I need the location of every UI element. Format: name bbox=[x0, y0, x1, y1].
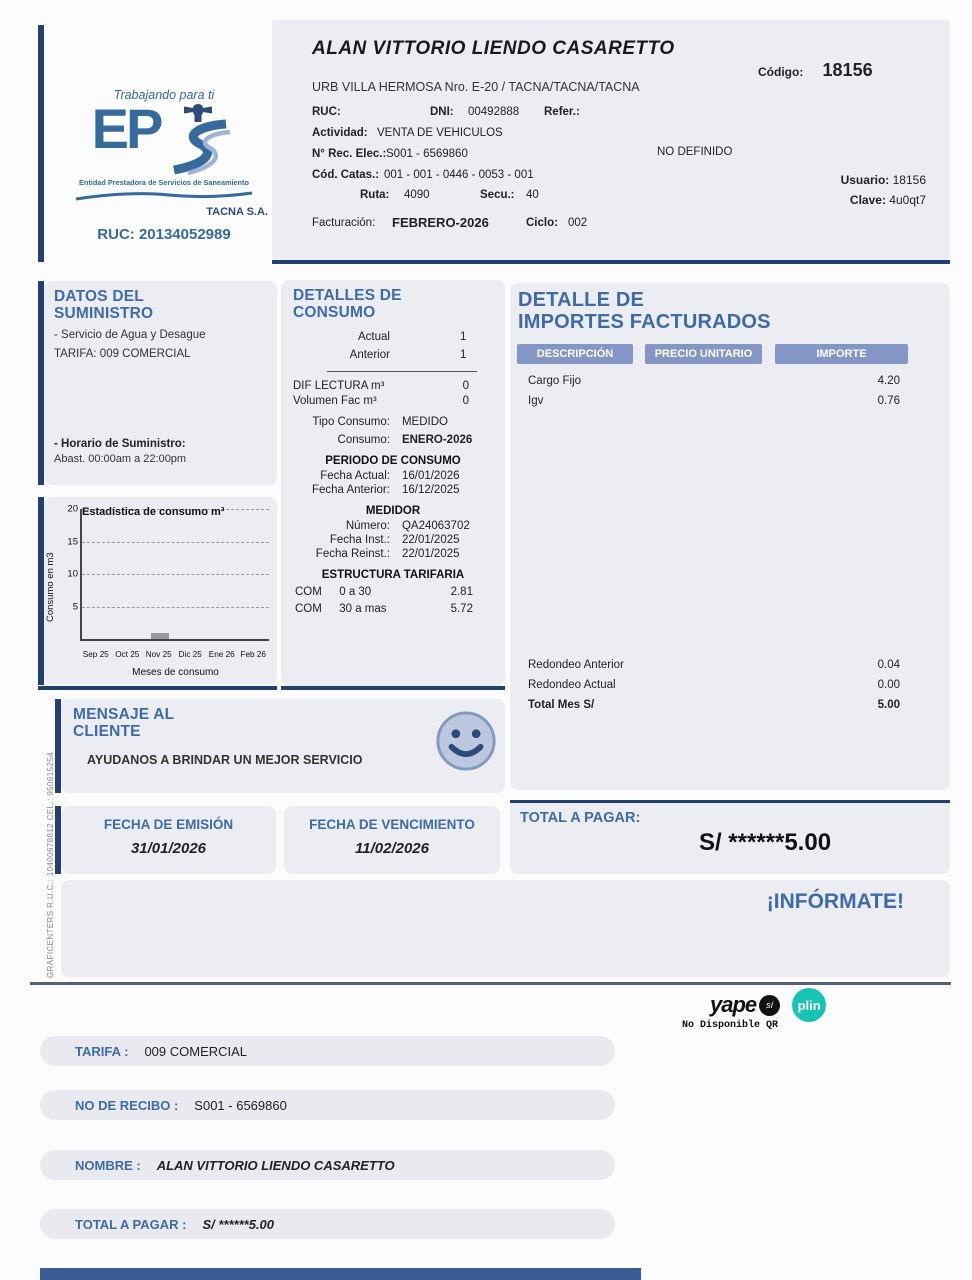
usuario-value: 18156 bbox=[892, 173, 926, 187]
logo-ruc: RUC: 20134052989 bbox=[97, 226, 231, 243]
volumen-value: 0 bbox=[462, 395, 469, 408]
footer-total-row bbox=[40, 1209, 615, 1239]
customer-address: URB VILLA HERMOSA Nro. E-20 / TACNA/TACNA/TACNA bbox=[312, 80, 640, 94]
consumo-mes-value: ENERO-2026 bbox=[401, 434, 473, 447]
fecha-actual-label: Fecha Actual: bbox=[320, 470, 390, 483]
chart-x-tick-label: Ene 26 bbox=[208, 650, 235, 659]
codigo-label: Código: bbox=[758, 65, 804, 79]
importes-title-line2: IMPORTES FACTURADOS bbox=[518, 311, 771, 333]
yape-badge-icon: sí bbox=[759, 995, 780, 1016]
estructura-header: ESTRUCTURA TARIFARIA bbox=[321, 569, 465, 582]
redondeo-actual-label: Redondeo Actual bbox=[528, 679, 616, 691]
consumo-mes-row bbox=[281, 434, 505, 446]
importes-facturados-panel bbox=[510, 283, 950, 790]
consumption-chart bbox=[44, 497, 277, 685]
footer-recibo-row bbox=[40, 1090, 615, 1120]
dni-value: 00492888 bbox=[468, 106, 520, 118]
total-pagar-panel bbox=[510, 800, 950, 874]
consumo-mes-label: Consumo: bbox=[337, 434, 390, 447]
fecha-reinst-row bbox=[281, 548, 505, 560]
chart-gridline bbox=[82, 574, 269, 575]
rec-elec-value: S001 - 6569860 bbox=[386, 148, 468, 160]
ruta-value: 4090 bbox=[404, 189, 430, 201]
section-divider bbox=[30, 982, 951, 985]
actual-row bbox=[281, 331, 505, 343]
fecha-inst-label: Fecha Inst.: bbox=[329, 534, 390, 547]
detalles-consumo-panel bbox=[281, 280, 505, 686]
accent-bar bbox=[38, 25, 44, 262]
clave-field bbox=[850, 193, 926, 207]
tarifa-tipo: COM bbox=[295, 603, 322, 616]
numero-label: Número: bbox=[345, 520, 390, 533]
facturacion-value: FEBRERO-2026 bbox=[392, 215, 489, 230]
ciclo-label: Ciclo: bbox=[526, 217, 558, 229]
column-header-precio-unitario: PRECIO UNITARIO bbox=[645, 344, 762, 364]
bottom-accent-bar bbox=[40, 1268, 641, 1280]
actual-label: Actual bbox=[357, 331, 390, 344]
footer-nombre-row bbox=[40, 1150, 615, 1180]
horario-value: Abast. 00:00am a 22:00pm bbox=[54, 453, 187, 466]
chart-x-labels bbox=[80, 650, 269, 659]
ruta-label: Ruta: bbox=[360, 189, 390, 201]
informate-text: ¡INFÓRMATE! bbox=[766, 890, 904, 913]
tarifa-precio: 2.81 bbox=[450, 586, 473, 599]
importes-title bbox=[518, 289, 771, 333]
row-importe: 4.20 bbox=[877, 375, 900, 387]
consumo-title bbox=[281, 288, 505, 321]
chart-x-tick-label: Feb 26 bbox=[240, 650, 266, 659]
actual-value: 1 bbox=[459, 331, 467, 344]
row-descripcion: Cargo Fijo bbox=[528, 375, 582, 387]
refer-label: Refer.: bbox=[544, 106, 580, 118]
anterior-value: 1 bbox=[459, 349, 467, 362]
dif-label: DIF LECTURA m³ bbox=[293, 380, 385, 393]
footer-tarifa-value: 009 COMERCIAL bbox=[144, 1043, 248, 1059]
tarifa-precio: 5.72 bbox=[450, 603, 473, 616]
chart-y-tick-label: 5 bbox=[72, 601, 78, 612]
mensaje-title bbox=[73, 707, 174, 740]
clave-value: 4u0qt7 bbox=[889, 193, 926, 207]
fecha-anterior-row bbox=[281, 484, 505, 496]
usuario-field bbox=[841, 173, 926, 187]
total-pagar-value: S/ ******5.00 bbox=[698, 829, 832, 856]
codigo-value: 18156 bbox=[822, 60, 873, 80]
numero-row bbox=[281, 520, 505, 532]
fecha-emision-label: FECHA DE EMISIÓN bbox=[103, 817, 234, 832]
fecha-inst-row bbox=[281, 534, 505, 546]
fecha-actual-row bbox=[281, 470, 505, 482]
chart-gridline bbox=[82, 607, 269, 608]
horario-label: - Horario de Suministro: bbox=[54, 438, 186, 451]
tipo-consumo-row bbox=[281, 416, 505, 428]
logo-subtitle: Entidad Prestadora de Servicios de Saneamiento bbox=[79, 178, 249, 187]
chart-bar bbox=[151, 633, 168, 640]
fecha-inst-value: 22/01/2025 bbox=[401, 534, 460, 547]
rule-line bbox=[327, 371, 477, 372]
fecha-reinst-label: Fecha Reinst.: bbox=[315, 548, 390, 561]
tipo-label: Tipo Consumo: bbox=[312, 416, 390, 429]
mensaje-cliente-panel bbox=[61, 699, 505, 793]
facturacion-label: Facturación: bbox=[312, 217, 376, 229]
cod-catas-label: Cód. Catas.: bbox=[312, 169, 380, 181]
secu-label: Secu.: bbox=[480, 189, 515, 201]
total-mes-label: Total Mes S/ bbox=[528, 699, 595, 711]
row-descripcion: Igv bbox=[528, 395, 544, 407]
chart-y-tick-label: 20 bbox=[67, 503, 78, 515]
table-header-row bbox=[517, 344, 908, 364]
total-mes-value: 5.00 bbox=[877, 699, 900, 711]
fecha-anterior-label: Fecha Anterior: bbox=[311, 484, 390, 497]
rec-elec-label: N° Rec. Elec.: bbox=[312, 148, 387, 160]
redondeo-anterior-value: 0.04 bbox=[877, 659, 900, 671]
logo-company-name: TACNA S.A. bbox=[206, 206, 268, 218]
printer-credit-text: GRAFICENTERS R.U.C.: 10400678812 CEL.: 950615254 bbox=[46, 752, 55, 978]
fecha-actual-value: 16/01/2026 bbox=[401, 470, 460, 483]
faucet-river-icon bbox=[160, 102, 236, 183]
mensaje-body: AYUDANOS A BRINDAR UN MEJOR SERVICIO bbox=[87, 753, 363, 767]
anterior-label: Anterior bbox=[349, 349, 390, 362]
dni-label: DNI: bbox=[430, 106, 454, 118]
tarifa-rango: 0 a 30 bbox=[339, 586, 372, 599]
clave-label: Clave: bbox=[849, 193, 886, 207]
fecha-anterior-value: 16/12/2025 bbox=[401, 484, 460, 497]
chart-x-tick-label: Sep 25 bbox=[82, 650, 109, 659]
tarifa-rango: 30 a mas bbox=[339, 603, 387, 616]
smiley-face-icon bbox=[435, 710, 497, 777]
footer-nombre-label: NOMBRE : bbox=[75, 1157, 141, 1173]
numero-value: QA24063702 bbox=[401, 520, 470, 533]
dif-value: 0 bbox=[462, 380, 469, 393]
footer-recibo-label: NO DE RECIBO : bbox=[75, 1097, 179, 1113]
tarifa-text: TARIFA: 009 COMERCIAL bbox=[54, 348, 191, 361]
fecha-emision-panel bbox=[61, 806, 276, 874]
logo-wave-icon bbox=[56, 188, 272, 206]
redondeo-anterior-label: Redondeo Anterior bbox=[528, 659, 624, 671]
chart-plot bbox=[67, 503, 269, 641]
chart-title: Estadística de consumo m³ bbox=[82, 506, 225, 518]
column-header-importe: IMPORTE bbox=[775, 344, 908, 364]
footer-tarifa-row bbox=[40, 1036, 615, 1066]
mensaje-title-line1: MENSAJE AL bbox=[73, 706, 175, 723]
ciclo-value: 002 bbox=[568, 217, 588, 229]
tarifa-row bbox=[281, 603, 505, 615]
divider-line bbox=[281, 686, 505, 690]
chart-y-tick-label: 15 bbox=[67, 536, 78, 547]
medidor-header: MEDIDOR bbox=[365, 505, 421, 518]
dif-lectura-row bbox=[281, 380, 505, 392]
mensaje-title-line2: CLIENTE bbox=[73, 722, 141, 740]
fecha-reinst-value: 22/01/2025 bbox=[401, 548, 460, 561]
row-importe: 0.76 bbox=[877, 395, 900, 407]
footer-total-label: TOTAL A PAGAR : bbox=[75, 1216, 187, 1232]
usuario-label: Usuario: bbox=[840, 173, 890, 187]
fecha-vencimiento-label: FECHA DE VENCIMIENTO bbox=[309, 817, 475, 832]
volumen-row bbox=[281, 395, 505, 407]
tarifa-row bbox=[281, 586, 505, 598]
ruc-label: RUC: bbox=[312, 106, 341, 118]
no-definido-text: NO DEFINIDO bbox=[657, 146, 733, 158]
tarifa-tipo: COM bbox=[295, 586, 322, 599]
footer-recibo-value: S001 - 6569860 bbox=[194, 1097, 287, 1113]
company-logo bbox=[56, 88, 272, 243]
chart-gridline bbox=[82, 542, 269, 543]
importes-title-line1: DETALLE DE bbox=[518, 289, 645, 311]
actividad-value: VENTA DE VEHICULOS bbox=[377, 127, 503, 139]
chart-x-axis-label: Meses de consumo bbox=[132, 667, 219, 678]
footer-total-value: S/ ******5.00 bbox=[202, 1216, 275, 1232]
fecha-vencimiento-value: 11/02/2026 bbox=[355, 840, 429, 857]
fecha-emision-value: 31/01/2026 bbox=[130, 840, 207, 857]
actividad-label: Actividad: bbox=[312, 127, 368, 139]
chart-x-tick-label: Nov 25 bbox=[145, 650, 172, 659]
chart-y-tick-label: 10 bbox=[67, 568, 78, 580]
datos-suministro-panel bbox=[44, 281, 277, 485]
fecha-vencimiento-panel bbox=[284, 806, 500, 874]
yape-logo: yape bbox=[710, 992, 757, 1017]
anterior-row bbox=[281, 349, 505, 361]
footer-tarifa-label: TARIFA : bbox=[75, 1043, 129, 1059]
consumo-title-line1: DETALLES DE bbox=[293, 287, 402, 304]
customer-name: ALAN VITTORIO LIENDO CASARETTO bbox=[312, 38, 675, 59]
payment-logos bbox=[710, 988, 826, 1022]
codigo-field bbox=[758, 60, 873, 81]
divider-line bbox=[38, 686, 277, 690]
total-pagar-label: TOTAL A PAGAR: bbox=[520, 810, 641, 826]
qr-note: No Disponible QR bbox=[682, 1020, 779, 1031]
volumen-label: Volumen Fac m³ bbox=[293, 395, 377, 408]
redondeo-actual-value: 0.00 bbox=[877, 679, 900, 691]
logo-brand-text: EP bbox=[91, 97, 161, 160]
datos-title bbox=[54, 289, 267, 322]
cod-catas-value: 001 - 001 - 0446 - 0053 - 001 bbox=[384, 169, 534, 181]
datos-title-line2: SUMINISTRO bbox=[54, 304, 154, 322]
logo-tagline: Trabajando para ti bbox=[113, 88, 215, 102]
periodo-header: PERIODO DE CONSUMO bbox=[325, 455, 461, 468]
chart-y-axis-label: Consumo en m3 bbox=[45, 552, 56, 622]
divider-line bbox=[272, 260, 950, 264]
footer-nombre-value: ALAN VITTORIO LIENDO CASARETTO bbox=[156, 1157, 395, 1173]
servicio-text: - Servicio de Agua y Desague bbox=[54, 329, 206, 342]
plin-logo: plin bbox=[792, 988, 826, 1022]
tipo-value: MEDIDO bbox=[401, 416, 448, 429]
secu-value: 40 bbox=[526, 189, 539, 201]
column-header-descripcion: DESCRIPCIÓN bbox=[517, 344, 633, 364]
chart-x-tick-label: Oct 25 bbox=[115, 650, 140, 659]
chart-x-tick-label: Dic 25 bbox=[178, 650, 202, 659]
customer-header-panel bbox=[272, 20, 950, 260]
informate-panel bbox=[61, 880, 950, 977]
consumo-title-line2: CONSUMO bbox=[293, 303, 376, 321]
datos-title-line1: DATOS DEL bbox=[54, 288, 144, 305]
